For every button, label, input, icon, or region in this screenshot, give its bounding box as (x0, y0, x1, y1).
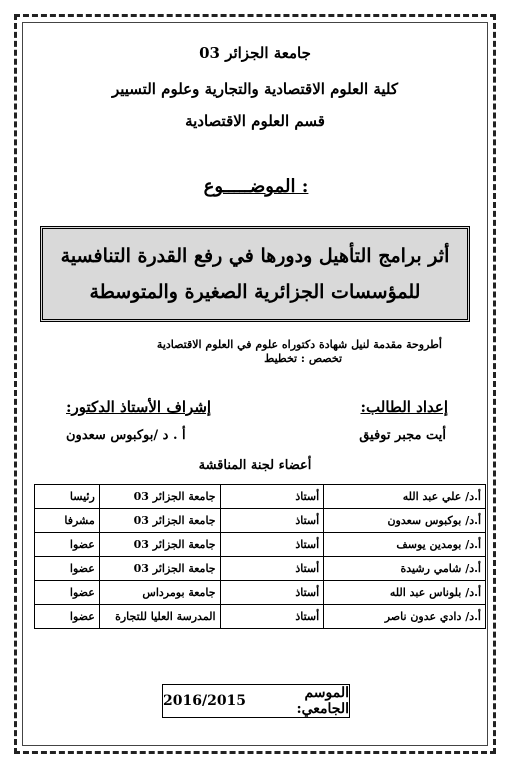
member-name: أ.د/ شامي رشيدة (324, 557, 486, 581)
committee-title: أعضاء لجنة المناقشة (198, 458, 312, 473)
member-name: أ.د/ بومدين يوسف (324, 533, 486, 557)
department-name: قسم العلوم الاقتصادية (185, 112, 325, 130)
table-row (35, 533, 486, 557)
member-institution: جامعة بومرداس (99, 581, 220, 605)
table-row (35, 581, 486, 605)
table-row (35, 557, 486, 581)
member-rank: أستاذ (220, 485, 324, 509)
member-institution: المدرسة العليا للتجارة (99, 605, 220, 629)
member-role: عضوا (35, 605, 100, 629)
member-rank: أستاذ (220, 581, 324, 605)
thesis-title-box (40, 226, 470, 322)
subject-label: الموضـــــوع : (203, 176, 309, 197)
thesis-description (22, 338, 442, 366)
table-row (35, 605, 486, 629)
member-role: عضوا (35, 557, 100, 581)
member-name: أ.د/ بلوناس عبد الله (324, 581, 486, 605)
academic-year-value: 2016/2015 (163, 693, 247, 709)
member-institution: جامعة الجزائر 03 (99, 485, 220, 509)
member-rank: أستاذ (220, 533, 324, 557)
academic-year-label: الموسم الجامعي: (296, 685, 349, 717)
member-institution: جامعة الجزائر 03 (99, 509, 220, 533)
table-row (35, 509, 486, 533)
faculty-name: كلية العلوم الاقتصادية والتجارية وعلوم التسيير (111, 80, 399, 98)
university-name: جامعة الجزائر 03 (199, 44, 311, 62)
thesis-specialty: تخصص : تخطيط (264, 352, 342, 365)
thesis-degree: أطروحة مقدمة لنيل شهادة دكتوراه علوم في العلوم الاقتصادية (156, 338, 442, 351)
member-rank: أستاذ (220, 605, 324, 629)
member-role: عضوا (35, 533, 100, 557)
member-role: مشرفا (35, 509, 100, 533)
thesis-title-line-2: للمؤسسات الجزائرية الصغيرة والمتوسطة (89, 281, 421, 303)
member-name: أ.د/ علي عبد الله (324, 485, 486, 509)
member-institution: جامعة الجزائر 03 (99, 557, 220, 581)
table-row (35, 485, 486, 509)
student-label: إعداد الطالب: (360, 398, 448, 416)
supervisor-name: أ . د /بوكبوس سعدون (66, 428, 186, 443)
member-institution: جامعة الجزائر 03 (99, 533, 220, 557)
thesis-title-line-1: أثر برامج التأهيل ودورها في رفع القدرة التنافسية (60, 245, 450, 267)
member-rank: أستاذ (220, 509, 324, 533)
member-role: رئيسا (35, 485, 100, 509)
page-border-inner (22, 22, 488, 746)
committee-table (34, 484, 486, 629)
member-rank: أستاذ (220, 557, 324, 581)
member-role: عضوا (35, 581, 100, 605)
academic-year-box (162, 684, 350, 718)
member-name: أ.د/ بوكبوس سعدون (324, 509, 486, 533)
student-name: أيت مجبر توفيق (359, 428, 446, 443)
supervisor-label: إشراف الأستاذ الدكتور: (66, 398, 212, 416)
member-name: أ.د/ دادي عدون ناصر (324, 605, 486, 629)
